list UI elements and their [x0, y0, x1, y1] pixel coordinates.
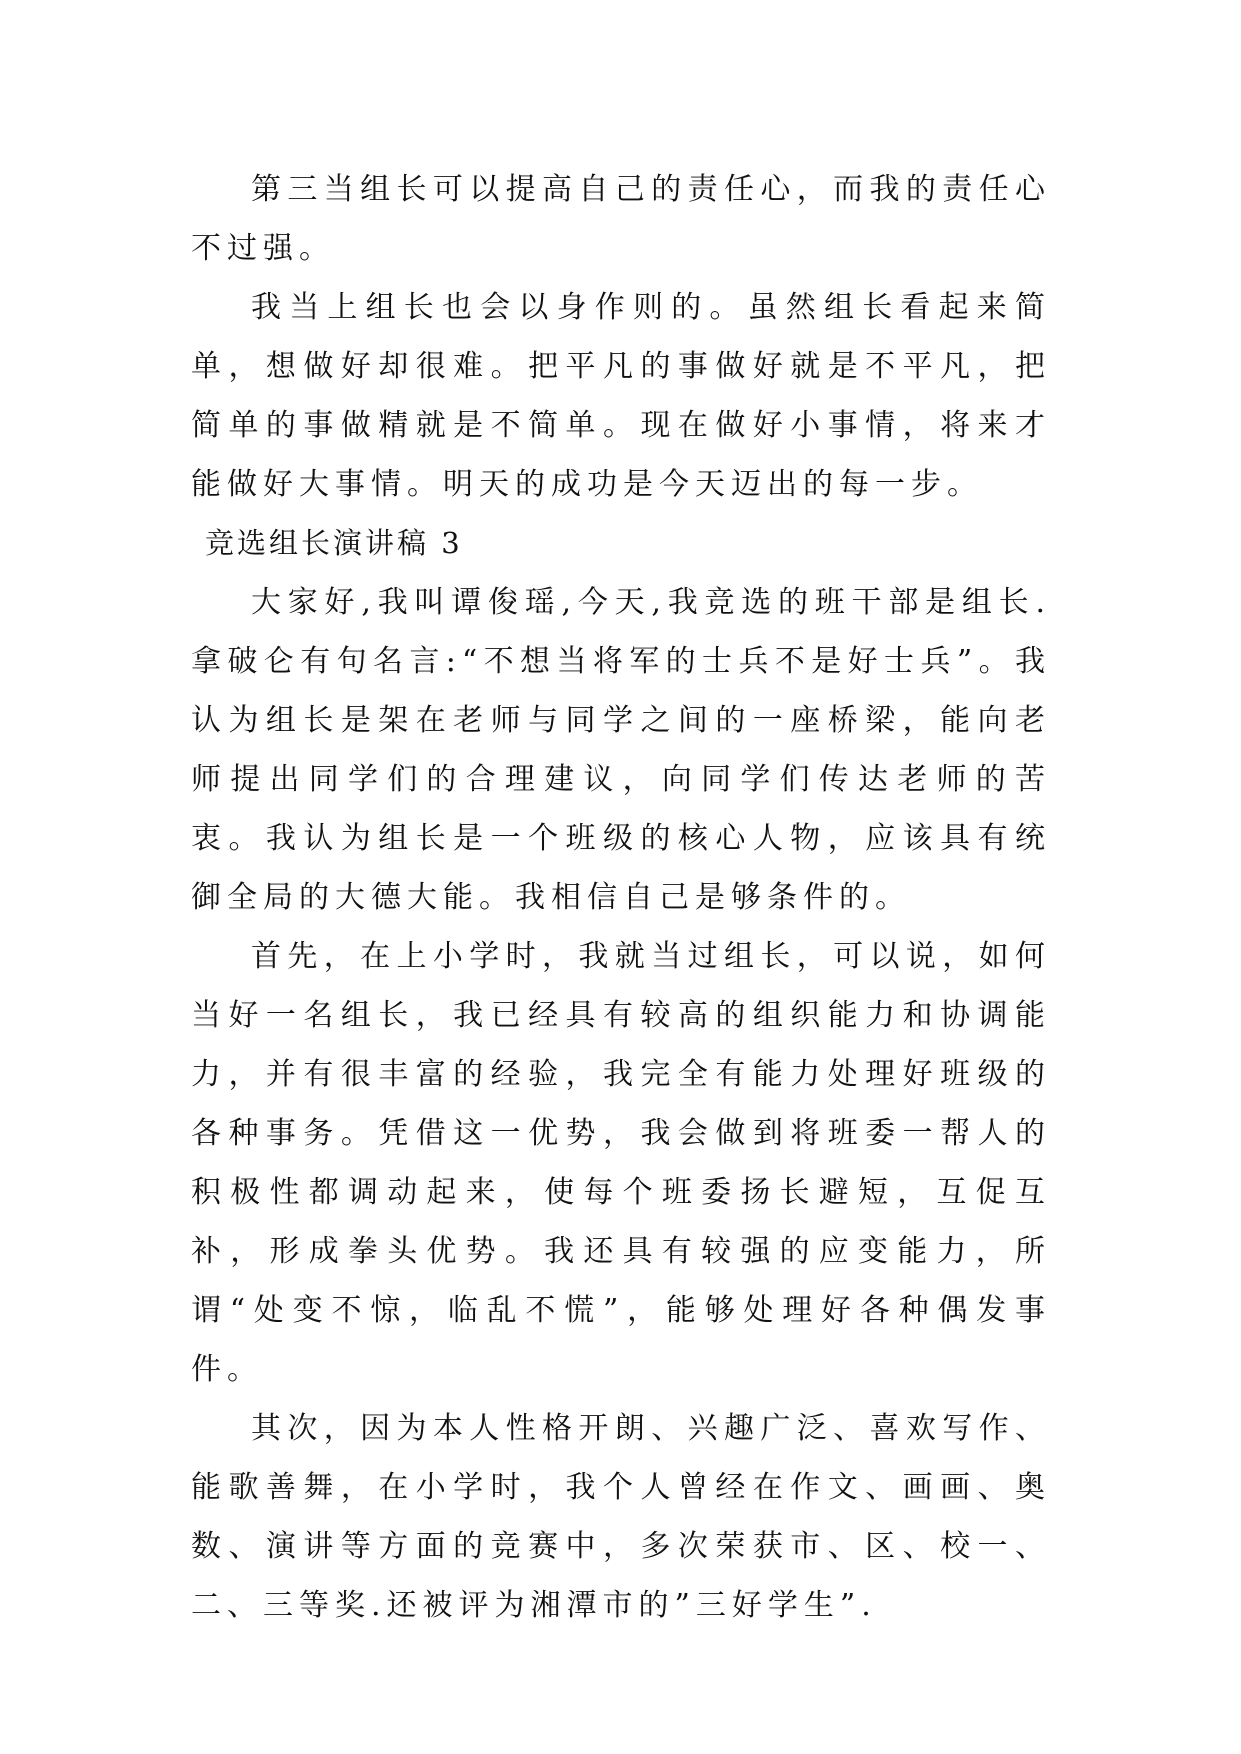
section-heading: 竞选组长演讲稿 3 [205, 526, 463, 560]
paragraph-first-reason: 首先，在上小学时，我就当过组长，可以说，如何当好一名组长，我已经具有较高的组织能力和协调能力，并有很丰富的经验，我完全有能力处理好班级的各种事务。凭借这一优势，我会做到将班委一帮人的积极性都调动起来，使每个班委扬长避短，互促互补，形成拳头优势。我还具有较强的应变能力，所谓“处变不惊，临乱不慌”，能够处理好各种偶发事件。 [191, 939, 1051, 1387]
paragraph-second-reason: 其次，因为本人性格开朗、兴趣广泛、喜欢写作、能歌善舞，在小学时，我个人曾经在作文、画画、奥数、演讲等方面的竞赛中，多次荣获市、区、校一、二、三等奖.还被评为湘潭市的”三好学生”. [191, 1411, 1051, 1623]
paragraph-responsibility: 第三当组长可以提高自己的责任心，而我的责任心不过强。 [191, 172, 1051, 266]
document-page [191, 160, 1051, 1635]
paragraph-introduction: 大家好,我叫谭俊瑶,今天,我竞选的班干部是组长. 拿破仑有句名言:“不想当将军的士兵不是好士兵”。我认为组长是架在老师与同学之间的一座桥梁，能向老师提出同学们的合理建议，向同学们传达老师的苦衷。我认为组长是一个班级的核心人物，应该具有统御全局的大德大能。我相信自己是够条件的。 [191, 585, 1051, 915]
paragraph-lead-by-example: 我当上组长也会以身作则的。虽然组长看起来简单，想做好却很难。把平凡的事做好就是不平凡，把简单的事做精就是不简单。现在做好小事情，将来才能做好大事情。明天的成功是今天迈出的每一步。 [191, 290, 1051, 502]
